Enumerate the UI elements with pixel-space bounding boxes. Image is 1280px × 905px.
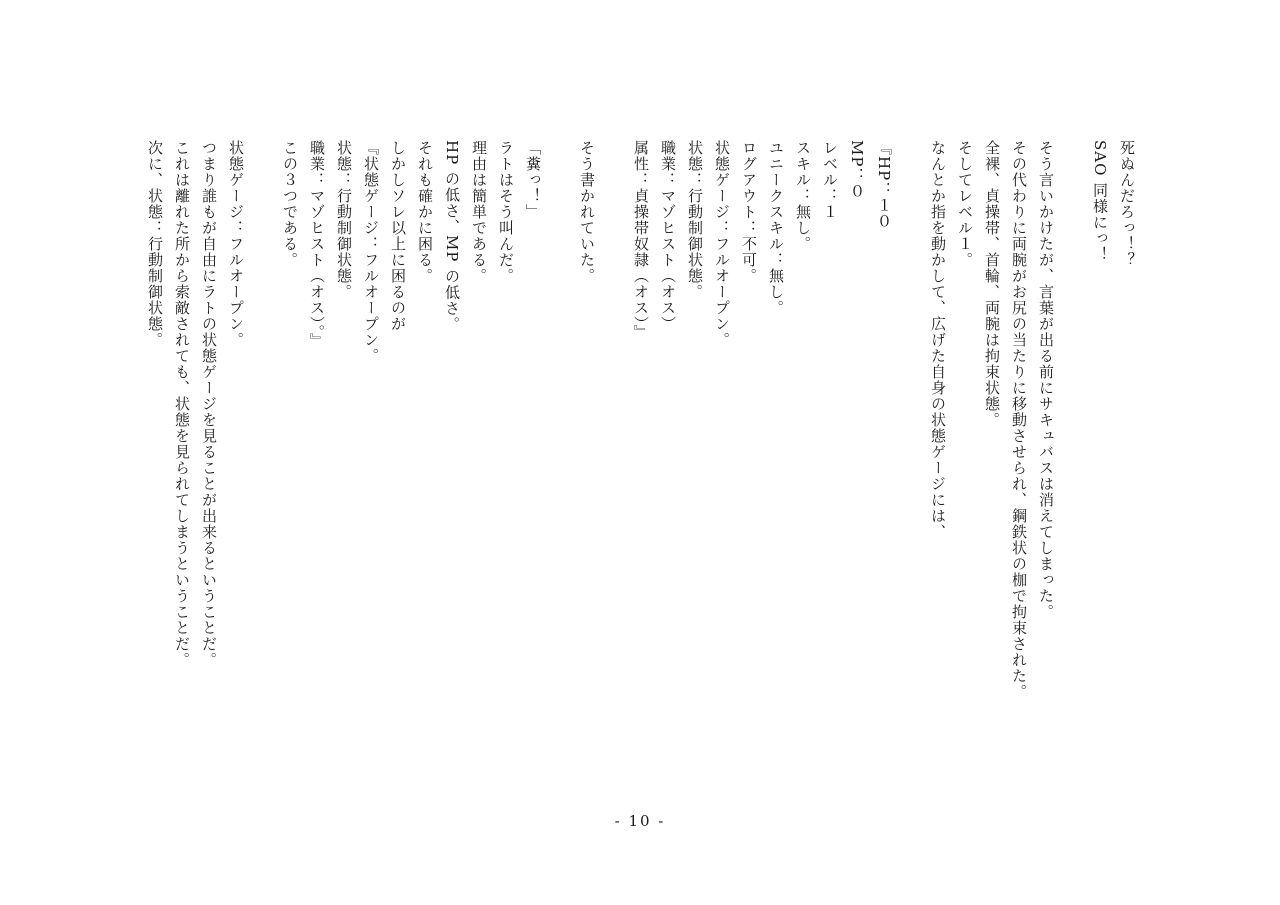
text-line: しかしソレ以上に困るのが [389,140,407,332]
text-line: スキル：無し。 [794,140,812,252]
text-line: その代わりに両腕がお尻の当たりに移動させられ、鋼鉄状の枷で拘束された。 [1010,140,1028,700]
text-line: レベル：１ [821,140,839,220]
text-line: この３つである。 [281,140,299,268]
text-line: MP：０ [848,140,866,200]
text-line: そう書かれていた。 [578,140,596,284]
text-line: そう言いかけたが、言葉が出る前にサキュバスは消えてしまった。 [1037,140,1055,620]
text-line: 状態ゲージ：フルオープン。 [713,140,731,348]
text-line: 『状態ゲージ：フルオープン。 [362,140,380,364]
text-line: 次に、状態：行動制御状態。 [146,140,164,348]
text-line: 『HP：１０ [875,140,893,230]
text-line: 状態ゲージ：フルオープン。 [227,140,245,348]
text-line: HP の低さ、MP の低さ。 [443,140,461,333]
text-line: SAO 同様にっ！ [1091,140,1109,263]
text-line: 状態：行動制御状態。 [686,140,704,300]
blank-line [897,140,924,760]
text-line: なんとか指を動かして、広げた自身の状態ゲージには、 [929,140,947,540]
blank-line [600,140,627,760]
text-line: 「糞っ！」 [524,140,542,220]
text-line: そしてレベル１。 [956,140,974,268]
text-line: 全裸、貞操帯、首輪、両腕は拘束状態。 [983,140,1001,428]
text-line: 職業：マゾヒスト（オス）。』 [308,140,326,349]
text-line: 属性：貞操帯奴隷（オス）』 [632,140,650,341]
text-line: 理由は簡単である。 [470,140,488,284]
page-number: - 10 - [614,812,666,830]
text-line: これは離れた所から索敵されても、状態を見られてしまうということだ。 [173,140,191,668]
vertical-text-body [140,140,1140,760]
text-line: つまり誰もが自由にラトの状態ゲージを見ることが出来るということだ。 [200,140,218,668]
blank-line [1059,140,1086,760]
text-line: それも確かに困る。 [416,140,434,284]
text-line: 死ぬんだろっ！？ [1118,140,1136,268]
text-line: 職業：マゾヒスト（オス） [659,140,677,332]
blank-line [546,140,573,760]
text-line: ラトはそう叫んだ。 [497,140,515,284]
text-line: ログアウト：不可。 [740,140,758,284]
text-line: 状態：行動制御状態。 [335,140,353,300]
blank-line [249,140,276,760]
text-line: ユニークスキル：無し。 [767,140,785,316]
